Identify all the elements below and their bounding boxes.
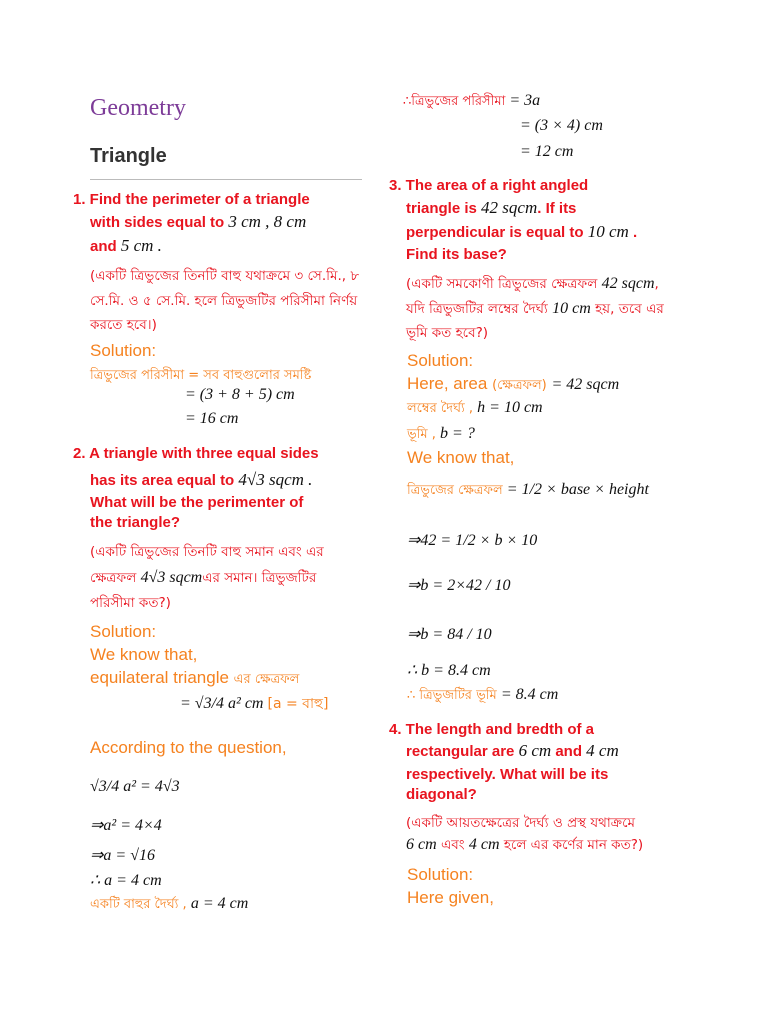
section-title: Triangle (90, 145, 167, 167)
question-3-bangla-line3: ভূমি কত হবে?) (406, 325, 489, 341)
question-2-line1: 2. A triangle with three equal sides (73, 445, 319, 462)
solution-3-height: লম্বের দৈর্ঘ্য , h = 10 cm (407, 399, 543, 416)
solution-2-eq3: ⇒a = √16 (90, 847, 155, 864)
side-note: [a = বাহু] (267, 696, 329, 712)
solution-4-given: Here given, (407, 888, 494, 907)
question-3-line4: Find its base? (406, 246, 507, 263)
solution-3-heading: Solution: (407, 351, 474, 370)
solution-2-eq1: √3/4 a² = 4√3 (90, 778, 180, 795)
solution-3-step2: ⇒b = 2×42 / 10 (407, 577, 511, 594)
question-4-line2: rectangular are 6 cm and 4 cm (406, 741, 619, 760)
solution-3-step3: ⇒b = 84 / 10 (407, 626, 492, 643)
question-1-line1: 1. Find the perimeter of a triangle (73, 191, 310, 208)
solution-1-step2: = (3 + 8 + 5) cm (185, 386, 295, 403)
solution-4-heading: Solution: (407, 865, 474, 884)
question-2-bangla-line3: পরিসীমা কত?) (90, 595, 171, 611)
solution-2-according: According to the question, (90, 738, 287, 757)
question-2-line4: the triangle? (90, 514, 181, 531)
question-4-bangla-line2: 6 cm এবং 4 cm হলে এর কর্ণের মান কত?) (406, 836, 644, 853)
solution-3-base: ভূমি , b = ? (407, 425, 475, 442)
solution-3-step5: ∴ ত্রিভুজটির ভূমি = 8.4 cm (407, 686, 559, 703)
question-4-bangla-line1: (একটি আয়তক্ষেত্রের দৈর্ঘ্য ও প্রস্থ যথাক্রমে (406, 815, 636, 831)
perimeter-line3: = 12 cm (520, 143, 574, 160)
question-3-line2: triangle is 42 sqcm. If its (406, 198, 577, 217)
question-2-bangla-line1: (একটি ত্রিভুজের তিনটি বাহু সমান এবং এর (90, 544, 324, 560)
solution-3-know: We know that, (407, 448, 515, 467)
question-4-line4: diagonal? (406, 786, 477, 803)
question-3-bangla-line1: (একটি সমকোণী ত্রিভুজের ক্ষেত্রফল 42 sqcm, (406, 275, 659, 292)
solution-3-step4: ∴ b = 8.4 cm (407, 662, 491, 679)
solution-2-eq2: ⇒a² = 4×4 (90, 817, 162, 834)
solution-3-given-area: Here, area (ক্ষেত্রফল) = 42 sqcm (407, 374, 620, 393)
solution-3-area-formula: ত্রিভুজের ক্ষেত্রফল = 1/2 × base × height (407, 481, 649, 498)
solution-1-step1: ত্রিভুজের পরিসীমা = সব বাহুগুলোর সমষ্টি (90, 368, 312, 383)
solution-2-eq4: ∴ a = 4 cm (90, 872, 162, 889)
question-2-line2: has its area equal to 4√3 sqcm . (90, 470, 313, 489)
question-3-line1: 3. The area of a right angled (389, 177, 589, 194)
question-2-bangla-line2: ক্ষেত্রফল 4√3 sqcmএর সমান। ত্রিভুজটির (90, 569, 317, 586)
solution-1-step3: = 16 cm (185, 410, 239, 427)
solution-2-heading: Solution: (90, 622, 157, 641)
question-3-bangla-line2: যদি ত্রিভুজটির লম্বের দৈর্ঘ্য 10 cm হয়, তবে এর (406, 300, 664, 317)
question-3-line3: perpendicular is equal to 10 cm . (406, 222, 638, 241)
divider (90, 179, 362, 180)
solution-3-step1: ⇒42 = 1/2 × b × 10 (407, 532, 538, 549)
question-2-line3: What will be the perimenter of (90, 494, 304, 511)
solution-1-heading: Solution: (90, 341, 157, 360)
question-4-line3: respectively. What will be its (406, 766, 609, 783)
question-1-line2: with sides equal to 3 cm , 8 cm (90, 212, 307, 231)
solution-2-area-formula: = √3/4 a² cm [a = বাহু] (180, 695, 329, 712)
perimeter-line2: = (3 × 4) cm (520, 117, 603, 134)
question-4-line1: 4. The length and bredth of a (389, 721, 595, 738)
question-1-bangla-line2: সে.মি. ও ৫ সে.মি. হলে ত্রিভুজটির পরিসীমা নির্ণয় (90, 293, 358, 309)
solution-2-know: We know that, (90, 645, 198, 664)
question-1-line3: and 5 cm . (90, 236, 162, 255)
question-1-bangla-line3: করতে হবে।) (90, 317, 157, 333)
page-title: Geometry (90, 95, 186, 121)
solution-2-eq5: একটি বাহুর দৈর্ঘ্য , a = 4 cm (90, 895, 249, 912)
question-1-bangla-line1: (একটি ত্রিভুজের তিনটি বাহু যথাক্রমে ৩ সে.মি., ৮ (90, 268, 360, 284)
solution-2-equilateral: equilateral triangle এর ক্ষেত্রফল (90, 668, 300, 687)
perimeter-line1: ∴ত্রিভুজের পরিসীমা = 3a (403, 92, 541, 109)
